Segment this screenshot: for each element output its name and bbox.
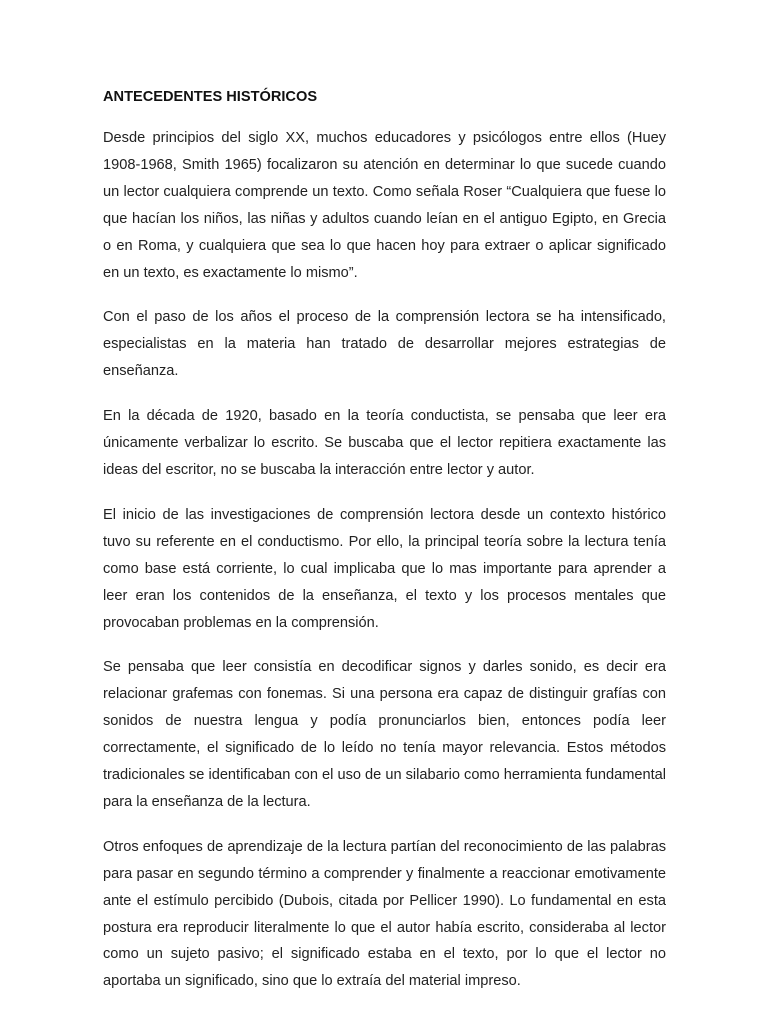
paragraph-3: En la década de 1920, basado en la teoría conductista, se pensaba que leer era únicamente verbalizar lo escrito. Se buscaba que el lector repitiera exactamente las ideas del escritor, no se buscaba la interacción entre lector y autor. — [103, 408, 666, 478]
paragraph-1: Desde principios del siglo XX, muchos educadores y psicólogos entre ellos (Huey 1908-1968, Smith 1965) focalizaron su atención en determinar lo que sucede cuando un lector cualquiera comprende un texto. Como señala Roser “Cualquiera que fuese lo que hacían los niños, las niñas y adultos cuando leían en el antiguo Egipto, en Grecia o en Roma, y cualquiera que sea lo que hacen hoy para extraer o aplicar significado en un texto, es exactamente lo mismo”. — [103, 130, 666, 281]
paragraph-2: Con el paso de los años el proceso de la comprensión lectora se ha intensificado, especialistas en la materia han tratado de desarrollar mejores estrategias de enseñanza. — [103, 309, 666, 380]
document-body — [103, 86, 666, 1013]
paragraph-5: Se pensaba que leer consistía en decodificar signos y darles sonido, es decir era relacionar grafemas con fonemas. Si una persona era capaz de distinguir grafías con sonidos de nuestra lengua y podía pronunciarlos bien, entonces podía leer correctamente, el significado de lo leído no tenía mayor relevancia. Estos métodos tradicionales se identificaban con el uso de un silabario como herramienta fundamental para la enseñanza de la lectura. — [103, 659, 667, 810]
paragraph-6: Otros enfoques de aprendizaje de la lectura partían del reconocimiento de las palabras para pasar en segundo término a comprender y finalmente a reaccionar emotivamente ante el estímulo percibido (Dubois, citada por Pellicer 1990). Lo fundamental en esta postura era reproducir literalmente lo que el autor había escrito, consideraba al lector como un sujeto pasivo; el significado estaba en el texto, por lo que el lector no aportaba un significado, sino que lo extraía del material impreso. — [103, 838, 666, 990]
paragraph-4: El inicio de las investigaciones de comprensión lectora desde un contexto histórico tuvo su referente en el conductismo. Por ello, la principal teoría sobre la lectura tenía como base está corriente, lo cual implicaba que lo mas importante para aprender a leer eran los contenidos de la enseñanza, el texto y los procesos mentales que provocaban problemas en la comprensión. — [103, 506, 666, 631]
section-heading: ANTECEDENTES HISTÓRICOS — [103, 89, 318, 105]
